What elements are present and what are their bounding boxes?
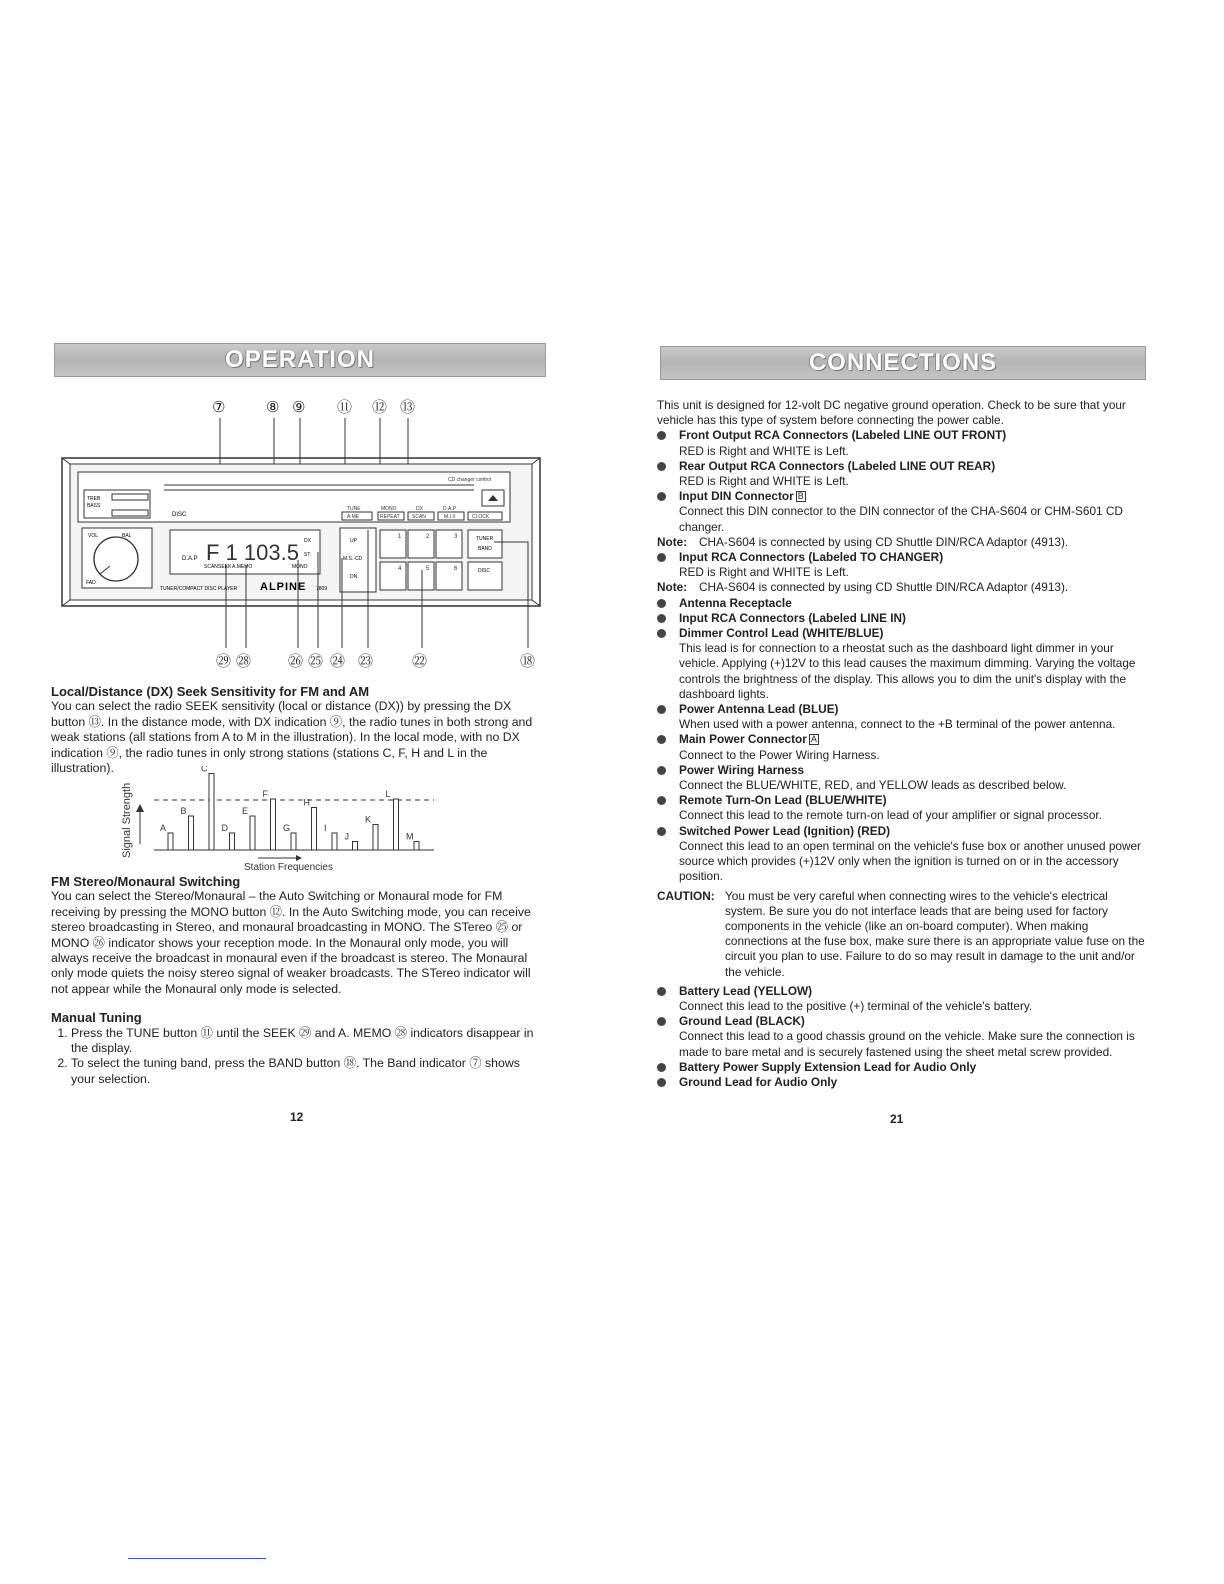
bullet-icon <box>657 1063 666 1072</box>
station-label-m: M <box>406 831 414 842</box>
vol-label: VOL <box>88 533 99 539</box>
bullet-icon <box>657 553 666 562</box>
preset-6: 6 <box>454 566 458 572</box>
bullet-icon <box>657 735 666 744</box>
bullet-icon <box>657 827 666 836</box>
bullet-icon <box>657 1017 666 1026</box>
scan-ind: SCAN <box>204 564 218 570</box>
item-switched-power: Switched Power Lead (Ignition) (RED) Connect this lead to an open terminal on the vehicle's fuse box or another unused power source which provides (+)12V only when the ignition is turned on or in the accessory position. <box>657 824 1147 885</box>
bullet-icon <box>657 1078 666 1087</box>
tuner-btn: TUNER <box>476 536 494 542</box>
bullet-icon <box>657 614 666 623</box>
manual-tuning-heading: Manual Tuning <box>51 1010 142 1026</box>
stereo-mono-text: You can select the Stereo/Monaural – the Auto Switching or Monaural mode for FM receiving by pressing the MONO button ⑫. In the Auto Switching mode, you can receive stereo broadcasting in Stereo, and monaural broadcasting in MONO. The STereo ㉕ or MONO ㉖ indicator shows your reception mode. In the Monaural only mode, you will always receive the broadcast in monaural even if the broadcast is stereo. The Monaural only mode quiets the noisy stereo signal of weaker broadcasts. The STereo indicator will not appear while the Monaural only mode is selected. <box>51 889 531 996</box>
dx-btn: DX <box>416 506 423 512</box>
connections-body <box>657 398 1147 1090</box>
station-bar-m <box>414 842 419 851</box>
station-label-g: G <box>283 823 291 833</box>
callout-28: ㉘ <box>236 653 252 670</box>
fad-label: FAD <box>86 580 96 586</box>
right-page-number: 21 <box>890 1112 904 1126</box>
station-label-l: L <box>385 789 391 799</box>
bullet-icon <box>657 796 666 805</box>
treb-label: TREB <box>87 496 101 502</box>
dap-label: D.A.P <box>182 556 198 562</box>
step-1: 1. Press the TUNE button ⑪ until the SEEK ㉙ and A. MEMO ㉘ indicators disappear in the display. <box>71 1026 541 1057</box>
station-bar-e <box>250 816 255 850</box>
bullet-icon <box>657 629 666 638</box>
station-label-e: E <box>242 806 249 816</box>
left-section1 <box>51 684 541 776</box>
left-page-number: 12 <box>290 1110 304 1124</box>
dx-ind: DX <box>304 538 311 544</box>
manual-tuning-steps <box>51 1026 541 1088</box>
bal-label: BAL <box>122 533 132 539</box>
mix-btn: M.I.X <box>444 514 456 520</box>
clock-btn: CLOCK <box>472 514 490 520</box>
station-label-h: H <box>303 797 310 808</box>
repeat-btn: REPEAT <box>380 514 400 520</box>
left-section2 <box>51 874 541 1087</box>
note-1: Note: CHA-S604 is connected by using CD Shuttle DIN/RCA Adaptor (4913). <box>657 534 1069 549</box>
item-power-harness: Power Wiring Harness Connect the BLUE/WHITE, RED, and YELLOW leads as described below. <box>657 763 1147 793</box>
intro-text: This unit is designed for 12-volt DC negative ground operation. Check to be sure that your vehicle has this type of system before connecting the power cable. <box>657 398 1126 428</box>
cd-changer-label: CD changer control <box>448 477 492 483</box>
bullet-icon <box>657 766 666 775</box>
preset-3: 3 <box>454 534 458 540</box>
station-bar-a <box>168 833 173 850</box>
bullet-icon <box>657 431 666 440</box>
item-power-antenna: Power Antenna Lead (BLUE) When used with a power antenna, connect to the +B terminal of the power antenna. <box>657 702 1147 732</box>
callout-25: ㉕ <box>308 653 324 670</box>
station-bar-h <box>312 808 317 851</box>
station-bar-c <box>209 774 214 851</box>
callout-9: ⑨ <box>292 399 306 416</box>
item-din-connector: Input DIN Connector B Connect this DIN connector to the DIN connector of the CHA-S604 or CHM-S601 CD changer. <box>657 489 1147 535</box>
preset-2: 2 <box>426 534 430 540</box>
item-battery: Battery Lead (YELLOW) Connect this lead to the positive (+) terminal of the vehicle's battery. <box>657 984 1147 1014</box>
item-ground-audio: Ground Lead for Audio Only <box>657 1075 1147 1090</box>
chart-xlabel: Station Frequencies <box>244 862 333 873</box>
signal-strength-chart <box>118 766 448 874</box>
item-antenna: Antenna Receptacle <box>657 596 1147 611</box>
brand-logo: ALPINE <box>260 581 307 593</box>
station-label-d: D <box>221 823 228 833</box>
callout-22: ㉒ <box>412 653 428 670</box>
bullet-icon <box>657 492 666 501</box>
station-bar-f <box>271 799 276 850</box>
bass-label: BASS <box>87 503 101 509</box>
item-ground: Ground Lead (BLACK) Connect this lead to a good chassis ground on the vehicle. Make sure the connection is made to bare metal and is securely fastened using the sheet metal screw provided. <box>657 1014 1147 1060</box>
callout-13: ⑬ <box>400 399 416 416</box>
callout-12: ⑫ <box>372 399 388 416</box>
radio-diagram <box>54 390 554 680</box>
bullet-icon <box>657 705 666 714</box>
item-battery-ext: Battery Power Supply Extension Lead for Audio Only <box>657 1060 1147 1075</box>
up-label: UP <box>350 538 357 544</box>
station-bar-g <box>291 833 296 850</box>
item-rear-output: Rear Output RCA Connectors (Labeled LINE OUT REAR) RED is Right and WHITE is Left. <box>657 459 1147 489</box>
dap-btn: D.A.P <box>443 506 457 512</box>
item-front-output: Front Output RCA Connectors (Labeled LINE OUT FRONT) RED is Right and WHITE is Left. <box>657 428 1147 458</box>
preset-4: 4 <box>398 566 402 572</box>
callout-26: ㉖ <box>288 653 304 670</box>
station-bar-i <box>332 833 337 850</box>
preset-5: 5 <box>426 566 430 572</box>
connections-title: CONNECTIONS <box>808 349 998 376</box>
disc-label: DISC <box>172 512 187 518</box>
station-label-k: K <box>365 814 372 825</box>
bullet-icon <box>657 599 666 608</box>
connections-banner <box>660 346 1146 380</box>
freq-display: F 1 103.5 <box>206 540 299 565</box>
station-label-f: F <box>262 789 268 799</box>
model-label: 7809 <box>316 586 328 592</box>
station-bar-d <box>230 833 235 850</box>
callout-8: ⑧ <box>266 399 280 416</box>
station-bar-j <box>353 842 358 851</box>
note-2: Note: CHA-S604 is connected by using CD Shuttle DIN/RCA Adaptor (4913). <box>657 580 1069 595</box>
item-remote-turn-on: Remote Turn-On Lead (BLUE/WHITE) Connect this lead to the remote turn-on lead of your amplifier or signal processor. <box>657 793 1147 823</box>
preset-1: 1 <box>398 534 402 540</box>
station-label-b: B <box>180 806 187 816</box>
disc-btn: DISC <box>478 568 490 574</box>
item-dimmer: Dimmer Control Lead (WHITE/BLUE) This lead is for connection to a rheostat such as the dashboard light dimmer in your vehicle. Applying (+)12V to this lead causes the maximum dimming. Varying the voltage controls the brightness of the display. This allows you to dim the unit's display with the dashboard lights. <box>657 626 1147 702</box>
tuner-cd-label: TUNER/COMPACT DISC PLAYER <box>160 586 238 592</box>
item-line-in: Input RCA Connectors (Labeled LINE IN) <box>657 611 1147 626</box>
mono-btn: MONO <box>381 506 397 512</box>
station-label-c: C <box>201 766 208 774</box>
seek-ind: SEEK <box>218 564 232 570</box>
callout-11: ⑪ <box>337 399 353 416</box>
station-label-i: I <box>324 823 327 833</box>
dn-label: DN <box>350 574 358 580</box>
bullet-icon <box>657 987 666 996</box>
tune-btn: TUNE <box>347 506 361 512</box>
footer-link-line <box>128 1558 266 1559</box>
station-bar-b <box>189 816 194 850</box>
callout-29: ㉙ <box>216 653 232 670</box>
station-bar-k <box>373 825 378 851</box>
amemo-ind: A.MEMO <box>232 564 253 570</box>
caution-block: CAUTION: You must be very careful when connecting wires to the vehicle's electrical system. Be sure you do not interface leads that are being used for factory components in the vehicle (like an on-board computer). When making connections at the fuse box, make sure there is an appropriate value fuse on the circuit you plan to use. Failure to do so may result in damage to the unit and/or the vehicle. <box>657 888 1145 979</box>
mono-ind: MONO <box>292 564 308 570</box>
operation-title: OPERATION <box>225 346 375 373</box>
station-label-j: J <box>344 831 349 842</box>
item-input-rca-changer: Input RCA Connectors (Labeled TO CHANGER) RED is Right and WHITE is Left. <box>657 550 1147 580</box>
stereo-mono-heading: FM Stereo/Monaural Switching <box>51 874 241 889</box>
callout-18: ⑱ <box>520 653 536 670</box>
dx-seek-heading: Local/Distance (DX) Seek Sensitivity for FM and AM <box>51 684 370 699</box>
station-label-a: A <box>160 823 167 833</box>
step-2: 2. To select the tuning band, press the BAND button ⑱. The Band indicator ⑦ shows your selection. <box>71 1056 541 1087</box>
chart-ylabel: Signal Strength <box>121 782 133 858</box>
connector-b-box: B <box>797 491 804 502</box>
callout-23: ㉓ <box>358 653 374 670</box>
station-bar-l <box>394 799 399 850</box>
st-ind: ST <box>304 552 311 558</box>
bullet-icon <box>657 462 666 471</box>
callout-7: ⑦ <box>212 399 226 416</box>
dx-seek-text: You can select the radio SEEK sensitivity (local or distance (DX)) by pressing the DX button ⑬. In the distance mode, with DX indication ⑨, the radio tunes in both strong and weak stations (all stations from A to M in the illustration). In the local mode, with no DX indication ⑨, the radio tunes in only strong stations (stations C, F, H and L in the illustration). <box>51 699 533 776</box>
band-btn: BAND <box>478 546 492 552</box>
scan-btn: SCAN <box>412 514 426 520</box>
operation-banner <box>54 343 546 377</box>
ame-btn: A.ME <box>347 514 360 520</box>
connector-a-box: A <box>810 734 817 745</box>
ms-cd-label: M.S.-CD <box>343 556 363 562</box>
item-main-power: Main Power Connector A Connect to the Power Wiring Harness. <box>657 732 1147 762</box>
callout-24: ㉔ <box>330 653 346 670</box>
